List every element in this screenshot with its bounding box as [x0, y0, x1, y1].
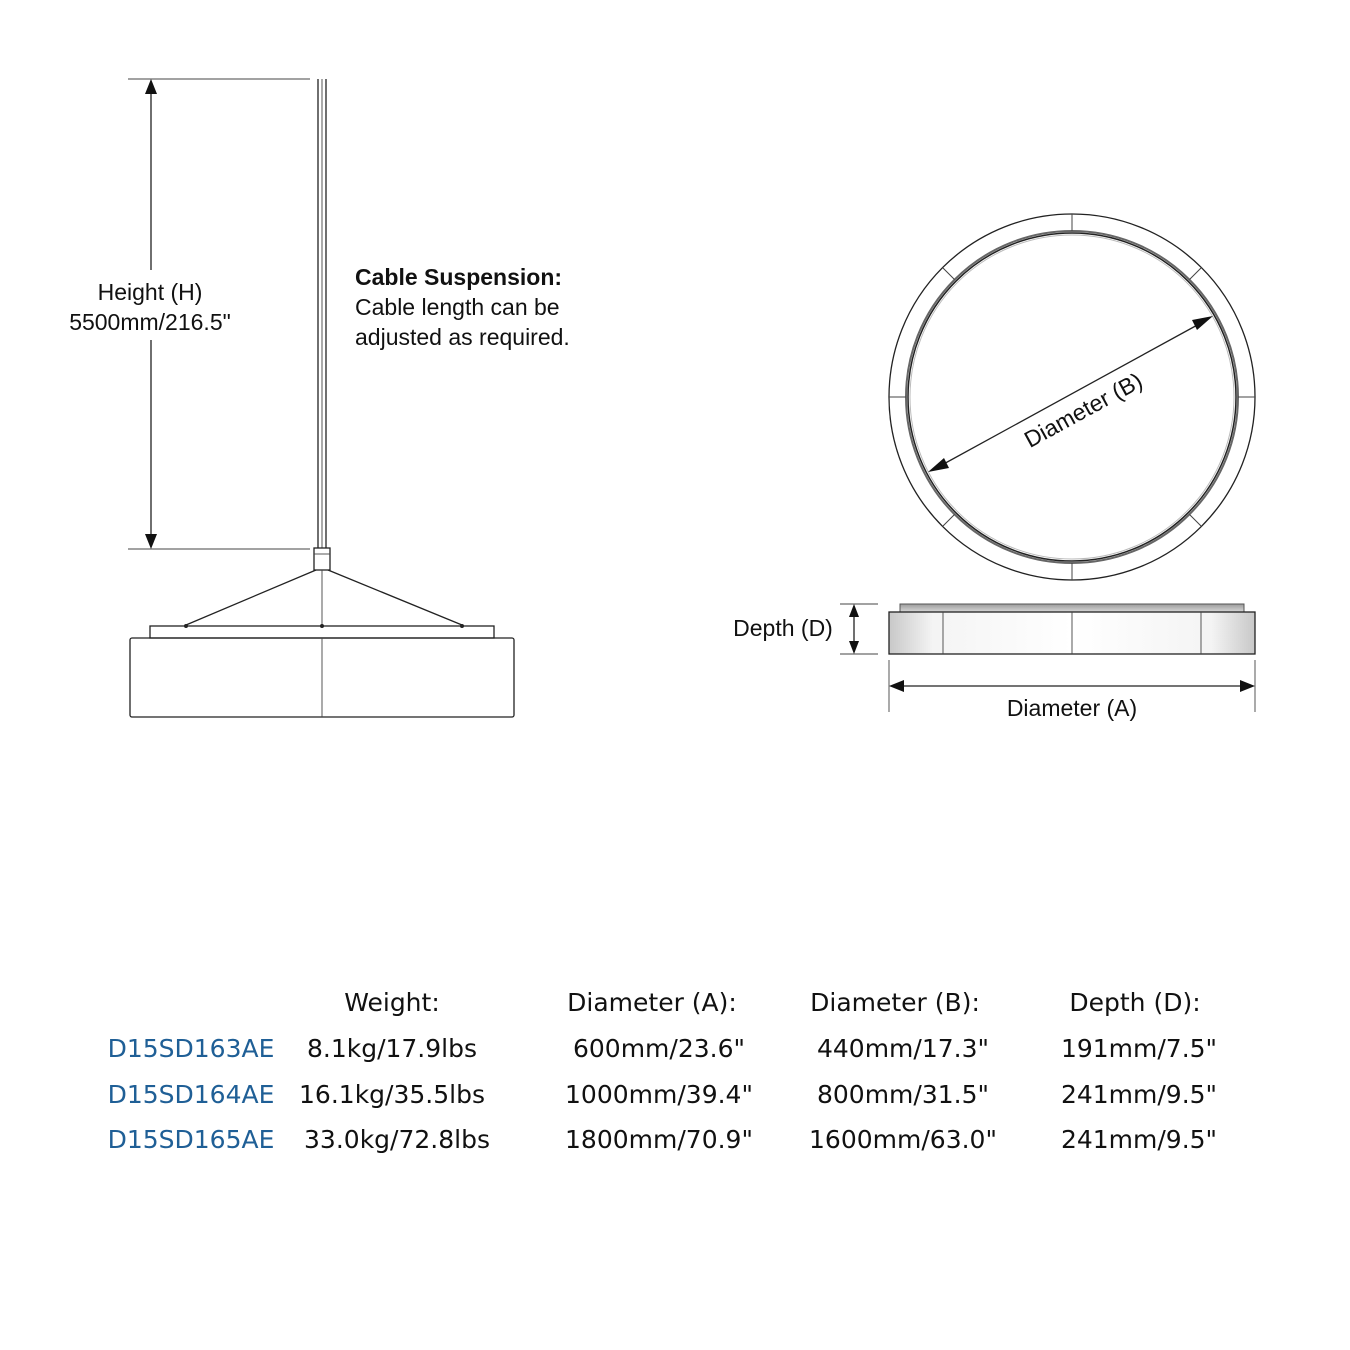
- header-weight: Weight:: [344, 988, 440, 1017]
- diameter-b-arrow-icon-left: [928, 458, 949, 472]
- ring-segment-joints: [889, 214, 1255, 580]
- profile-top-cap: [900, 604, 1244, 612]
- suspension-wire-left: [186, 570, 316, 625]
- cable-note-line-2: adjusted as required.: [355, 324, 570, 350]
- cable-gripper: [314, 548, 330, 570]
- wire-anchor-center: [320, 624, 324, 628]
- diameter-b-label: Diameter (B): [1019, 367, 1147, 453]
- diameter-a-value: 1000mm/39.4": [565, 1080, 753, 1109]
- diameter-a-value: 600mm/23.6": [572, 1034, 746, 1063]
- header-diameter-b: Diameter (B):: [810, 988, 980, 1017]
- diameter-a-label: Diameter (A): [1006, 695, 1138, 721]
- diameter-a-value: 1800mm/70.9": [565, 1125, 753, 1154]
- height-arrow-up-icon: [145, 79, 157, 94]
- height-arrow-down-icon: [145, 534, 157, 549]
- diameter-b-arrow-icon-right: [1192, 316, 1213, 330]
- diameter-b-value: 1600mm/63.0": [809, 1125, 997, 1154]
- depth-label: Depth (D): [733, 615, 833, 641]
- depth-arrow-up-icon: [849, 604, 859, 617]
- depth-arrow-down-icon: [849, 641, 859, 654]
- header-diameter-a: Diameter (A):: [567, 988, 737, 1017]
- height-value: 5500mm/216.5": [69, 309, 231, 335]
- spec-table: [108, 988, 1217, 1154]
- weight-value: 16.1kg/35.5lbs: [299, 1080, 485, 1109]
- ring-inner-edge-shadow: [910, 235, 1234, 559]
- diameter-a-arrow-right-icon: [1240, 680, 1255, 692]
- diameter-a-arrow-left-icon: [889, 680, 904, 692]
- model-number: D15SD164AE: [107, 1080, 275, 1109]
- side-view: [69, 79, 570, 717]
- wire-anchor-left: [184, 624, 188, 628]
- height-label: Height (H): [97, 279, 203, 305]
- model-number: D15SD163AE: [107, 1034, 275, 1063]
- header-depth: Depth (D):: [1069, 988, 1201, 1017]
- model-number: D15SD165AE: [107, 1125, 275, 1154]
- wire-anchor-right: [460, 624, 464, 628]
- depth-value: 241mm/9.5": [1060, 1125, 1218, 1154]
- depth-value: 191mm/7.5": [1060, 1034, 1218, 1063]
- table-row: [108, 1080, 1217, 1109]
- cable-suspension-title: Cable Suspension:: [355, 264, 563, 290]
- weight-value: 8.1kg/17.9lbs: [306, 1034, 478, 1063]
- depth-value: 241mm/9.5": [1060, 1080, 1218, 1109]
- table-row: [108, 1034, 1217, 1063]
- weight-value: 33.0kg/72.8lbs: [304, 1125, 490, 1154]
- diameter-b-value: 440mm/17.3": [816, 1034, 990, 1063]
- table-row: [108, 1125, 1217, 1154]
- diameter-b-dimension-line: [940, 323, 1201, 466]
- diameter-b-value: 800mm/31.5": [816, 1080, 990, 1109]
- suspension-wire-right: [328, 570, 462, 625]
- top-view: [889, 214, 1255, 580]
- cable-note-line-1: Cable length can be: [355, 294, 560, 320]
- profile-view: [733, 604, 1255, 721]
